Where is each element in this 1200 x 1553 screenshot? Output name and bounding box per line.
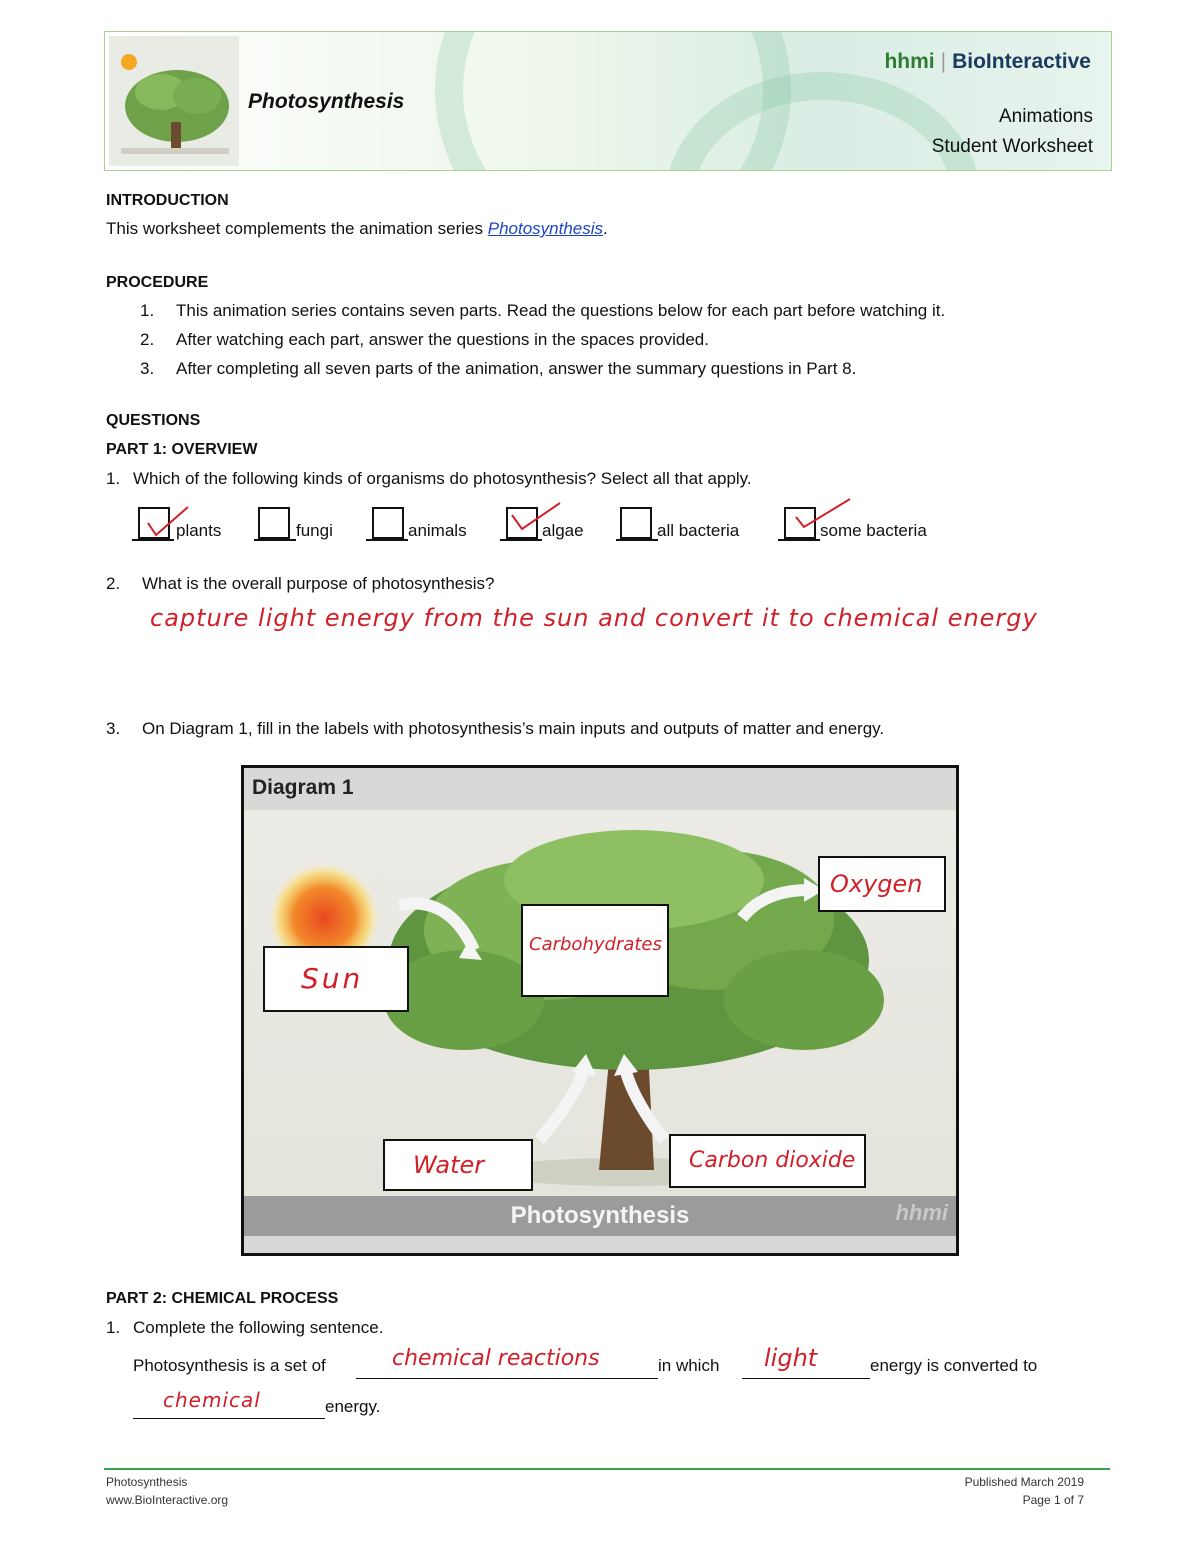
checkbox-all-bacteria[interactable] — [620, 507, 652, 539]
footer-url[interactable]: www.BioInteractive.org — [106, 1493, 229, 1507]
answer-light: light — [764, 1344, 818, 1372]
footer-published-date: Published March 2019 — [964, 1475, 1084, 1489]
header-banner — [104, 31, 1112, 171]
label-box-water[interactable] — [383, 1139, 533, 1191]
tree-thumbnail-image — [109, 36, 239, 166]
blank-chemical[interactable] — [133, 1388, 325, 1419]
question-2-text: What is the overall purpose of photosynthesis? — [142, 574, 495, 593]
label-carbohydrates: Carbohydrates — [529, 934, 662, 955]
procedure-heading: PROCEDURE — [106, 274, 209, 291]
label-box-carbon-dioxide[interactable] — [669, 1134, 866, 1188]
option-label: algae — [542, 521, 584, 540]
option-label: fungi — [296, 521, 333, 540]
brand-name: BioInteractive — [952, 50, 1091, 73]
checkbox-animals[interactable] — [372, 507, 404, 539]
part2-heading: PART 2: CHEMICAL PROCESS — [106, 1290, 339, 1307]
label-box-sun[interactable] — [263, 946, 409, 1012]
diagram-1 — [241, 765, 959, 1256]
intro-text — [106, 219, 608, 239]
procedure-item-num: 2. — [140, 330, 155, 349]
intro-text-before: This worksheet complements the animation series — [106, 219, 488, 238]
sentence-part: Photosynthesis is a set of — [133, 1356, 326, 1375]
question-number: 3. — [106, 719, 121, 738]
label-box-oxygen[interactable] — [818, 856, 946, 912]
header-subtitle-worksheet: Student Worksheet — [931, 136, 1093, 157]
answer-chemical-reactions: chemical reactions — [392, 1346, 600, 1371]
label-oxygen: Oxygen — [830, 870, 923, 898]
brand-logo — [884, 50, 1091, 74]
answer-chemical: chemical — [163, 1388, 261, 1412]
question-3-text: On Diagram 1, fill in the labels with photosynthesis’s main inputs and outputs of matter and energy. — [142, 719, 885, 738]
label-sun: Sun — [301, 962, 364, 995]
blank-light[interactable] — [742, 1344, 870, 1379]
part1-heading: PART 1: OVERVIEW — [106, 441, 258, 458]
procedure-item-num: 3. — [140, 359, 155, 378]
hhmi-watermark-logo: hhmi — [895, 1200, 948, 1225]
blank-chemical-reactions[interactable] — [356, 1346, 658, 1379]
label-water: Water — [413, 1151, 485, 1179]
question-number: 1. — [106, 1318, 121, 1337]
option-label: all bacteria — [657, 521, 740, 540]
diagram-caption: Photosynthesis — [510, 1202, 690, 1229]
question-number: 1. — [106, 469, 121, 488]
footer-title: Photosynthesis — [106, 1475, 188, 1489]
questions-heading: QUESTIONS — [106, 412, 201, 429]
procedure-item: After completing all seven parts of the animation, answer the summary questions in Part 8. — [176, 359, 857, 378]
option-label: plants — [176, 521, 222, 540]
option-label: animals — [408, 521, 467, 540]
header-subtitle-animations: Animations — [999, 106, 1093, 127]
sentence-part: in which — [658, 1356, 720, 1375]
label-box-carbohydrates[interactable] — [521, 904, 669, 997]
photosynthesis-link[interactable]: Photosynthesis — [487, 219, 604, 238]
diagram-title: Diagram 1 — [252, 776, 354, 799]
sentence-part: energy is converted to — [870, 1356, 1038, 1375]
organism-options — [132, 505, 992, 545]
intro-text-after: . — [603, 219, 608, 238]
procedure-item-num: 1. — [140, 301, 155, 320]
label-carbon-dioxide: Carbon dioxide — [689, 1148, 856, 1173]
sentence-part: energy. — [325, 1397, 381, 1416]
intro-heading: INTRODUCTION — [106, 192, 229, 209]
footer-divider — [104, 1468, 1110, 1470]
question-number: 2. — [106, 574, 121, 593]
brand-hhmi: hhmi — [884, 50, 935, 73]
procedure-item: After watching each part, answer the questions in the spaces provided. — [176, 330, 709, 349]
procedure-item: This animation series contains seven parts. Read the questions below for each part before watching it. — [176, 301, 946, 320]
footer-page-number: Page 1 of 7 — [1022, 1493, 1084, 1507]
header-title: Photosynthesis — [248, 90, 405, 113]
question-1-text: Which of the following kinds of organisms do photosynthesis? Select all that apply. — [133, 469, 752, 488]
q2-handwritten-answer[interactable]: capture light energy from the sun and convert it to chemical energy — [150, 604, 1038, 632]
part2-question-1-text: Complete the following sentence. — [133, 1318, 384, 1337]
option-label: some bacteria — [820, 521, 927, 540]
brand-separator: | — [940, 50, 947, 73]
checkbox-fungi[interactable] — [258, 507, 290, 539]
